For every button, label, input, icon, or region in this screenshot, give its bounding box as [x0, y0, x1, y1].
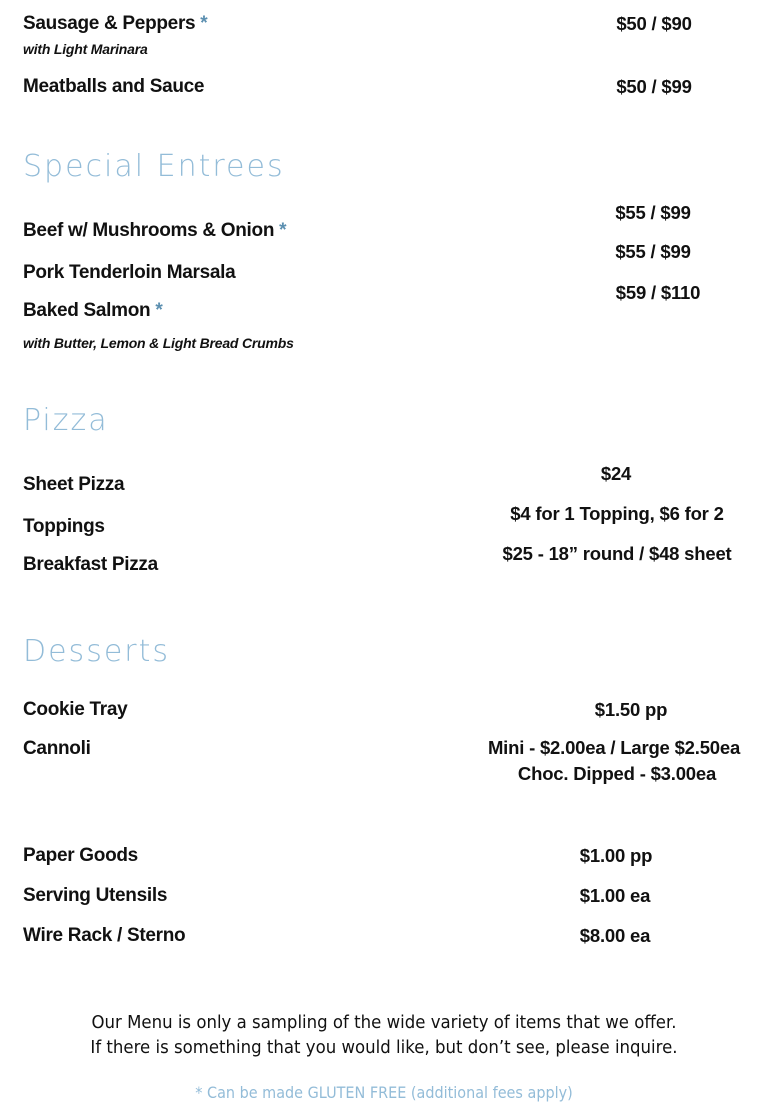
menu-item-price: $25 - 18” round / $48 sheet: [502, 543, 732, 564]
menu-item-price-secondary: Choc. Dipped - $3.00ea: [517, 763, 717, 784]
menu-item-name: Meatballs and Sauce: [23, 76, 205, 97]
menu-item-name: Breakfast Pizza: [23, 554, 158, 575]
section-heading-special-entrees: Special Entrees: [23, 149, 285, 184]
menu-item-name: Beef w/ Mushrooms & Onion *: [23, 220, 287, 241]
menu-item-price: Mini - $2.00ea / Large $2.50ea: [487, 737, 741, 758]
section-heading-desserts: Desserts: [23, 634, 171, 669]
menu-item-name: Wire Rack / Sterno: [23, 925, 186, 946]
gluten-free-asterisk: *: [155, 300, 163, 321]
gluten-free-asterisk: *: [279, 220, 287, 241]
section-heading-pizza: Pizza: [23, 403, 109, 438]
menu-item-name: Cookie Tray: [23, 699, 128, 720]
menu-item-price: $55 / $99: [615, 202, 691, 223]
menu-item-price: $1.00 pp: [579, 845, 653, 866]
menu-item-name: Pork Tenderloin Marsala: [23, 262, 236, 283]
footer-note-line1: Our Menu is only a sampling of the wide variety of items that we offer.: [91, 1012, 677, 1033]
menu-item-name: Paper Goods: [23, 845, 138, 866]
footer-note-line2: If there is something that you would like, but don’t see, please inquire.: [90, 1037, 678, 1058]
gluten-free-asterisk: *: [200, 13, 208, 34]
menu-item-price: $24: [600, 463, 632, 484]
menu-item-price: $50 / $99: [616, 76, 692, 97]
menu-item-name: Cannoli: [23, 738, 91, 759]
menu-item-price: $1.00 ea: [579, 885, 651, 906]
menu-item-name: Serving Utensils: [23, 885, 168, 906]
menu-item-price: $1.50 pp: [594, 699, 668, 720]
menu-item-price: $8.00 ea: [579, 925, 651, 946]
menu-item-name: Sheet Pizza: [23, 474, 125, 495]
menu-item-name: Toppings: [23, 516, 105, 537]
menu-item-price: $50 / $90: [616, 13, 692, 34]
menu-item-name: Baked Salmon *: [23, 300, 163, 321]
menu-item-note: with Butter, Lemon & Light Bread Crumbs: [23, 335, 294, 351]
menu-item-price: $55 / $99: [615, 241, 691, 262]
menu-item-price: $59 / $110: [615, 282, 701, 303]
gluten-free-note: * Can be made GLUTEN FREE (additional fees apply): [195, 1083, 573, 1102]
menu-item-note: with Light Marinara: [23, 41, 148, 57]
menu-item-price: $4 for 1 Topping, $6 for 2: [510, 503, 724, 524]
menu-item-name: Sausage & Peppers *: [23, 13, 208, 34]
